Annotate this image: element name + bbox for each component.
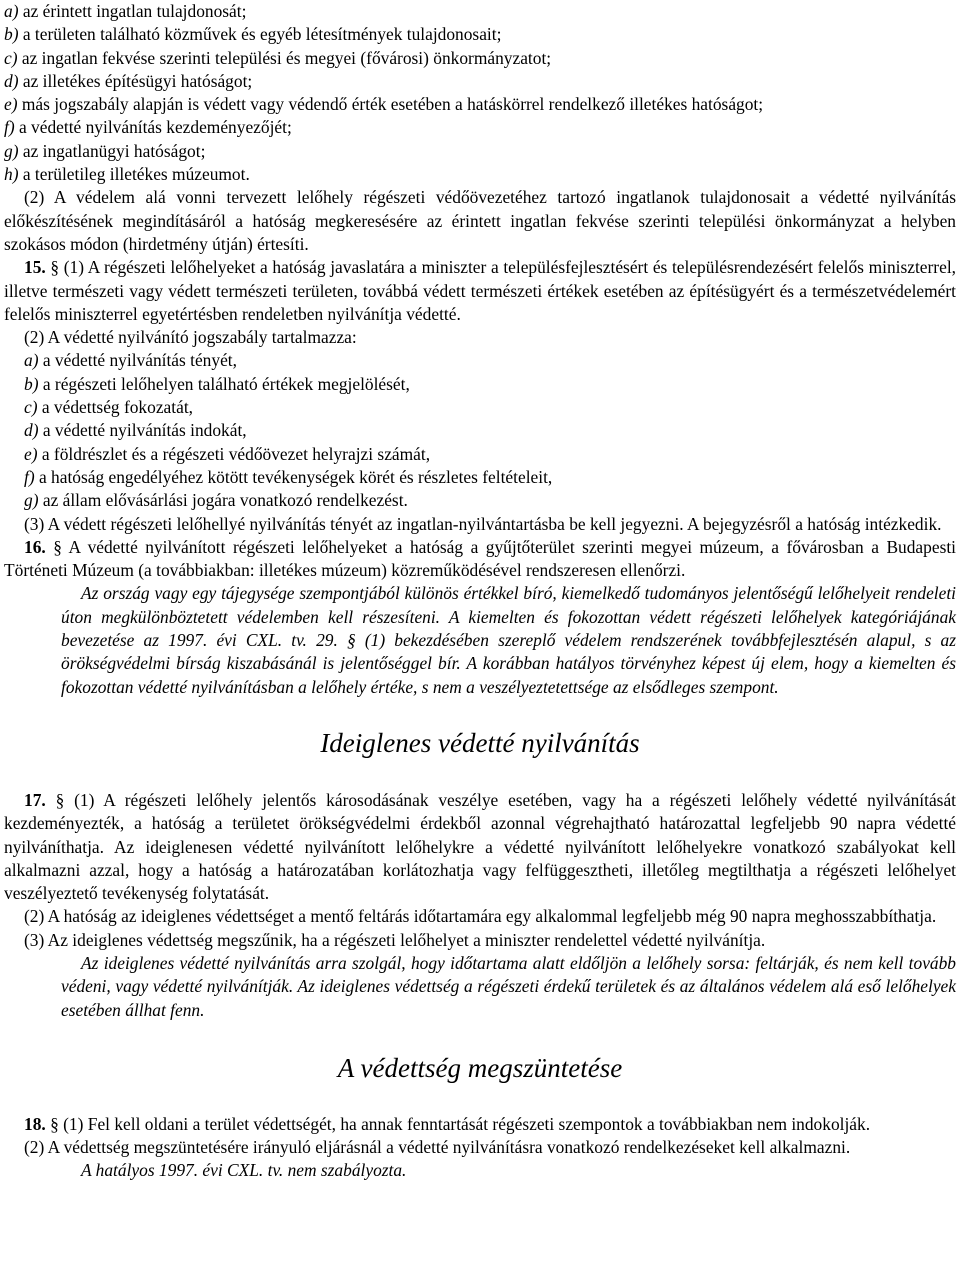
section-18-paragraph-1 (4, 1113, 956, 1136)
section-17-paragraph-3: (3) Az ideiglenes védettség megszűnik, ha a régészeti lelőhelyet a miniszter rendelettel védetté nyilvánítja. (24, 929, 766, 950)
section-17-paragraph-1 (4, 789, 956, 905)
list-item (4, 489, 956, 512)
list-item (4, 443, 956, 466)
section-15-paragraph-2: (2) A védetté nyilvánító jogszabály tartalmazza: (24, 327, 357, 348)
list-text: a védetté nyilvánítás tényét, (38, 350, 237, 371)
list-item (4, 373, 956, 396)
list-item (4, 349, 956, 372)
section-16-paragraph-1 (4, 536, 956, 583)
list-text: az ingatlanügyi hatóságot; (18, 140, 206, 161)
section-15-paragraph-1 (4, 256, 956, 326)
list-text: a földrészlet és a régészeti védőövezet helyrajzi számát, (37, 443, 431, 464)
section-18-paragraph-2: (2) A védettség megszüntetésére irányuló eljárásnál a védetté nyilvánításra vonatkozó rendelkezéseket kell alkalmazni. (24, 1137, 851, 1158)
list-text: a területileg illetékes múzeumot. (18, 164, 250, 185)
section-number: 17. (24, 789, 46, 810)
list-letter: c) (4, 47, 18, 68)
list-text: a hatóság engedélyéhez kötött tevékenységek körét és részletes feltételeit, (34, 466, 553, 487)
list-letter: h) (4, 164, 19, 185)
section-text: § A védetté nyilvánított régészeti lelőhelyeket a hatóság a gyűjtőterület szerinti megyei múzeum, a fővárosban a Budapesti Történeti Múzeum (a továbbiakban: illetékes múzeum) közreműködésével rendszeresen ellenőrzi. (4, 536, 956, 581)
section-15-paragraph-3: (3) A védett régészeti lelőhellyé nyilvánítás tényét az ingatlan-nyilvántartásba be kell jegyezni. A bejegyzésről a hatóság intézkedik. (24, 513, 942, 534)
list-letter: c) (24, 397, 38, 418)
list-text: az illetékes építésügyi hatóságot; (18, 70, 253, 91)
list-letter: b) (4, 24, 19, 45)
list-letter: e) (4, 94, 18, 115)
section-number: 16. (24, 536, 46, 557)
list-item (4, 163, 956, 186)
list-text: a védetté nyilvánítás kezdeményezőjét; (14, 117, 292, 138)
list-letter: a) (4, 1, 19, 21)
document-page (4, 0, 956, 1183)
section-text: § (1) Fel kell oldani a terület védettségét, ha annak fenntartását régészeti szempontok a továbbiakban nem indokolják. (45, 1113, 871, 1134)
notification-list (4, 0, 956, 186)
list-text: más jogszabály alapján is védett vagy védendő érték esetében a hatáskörrel rendelkező illetékes hatóságot; (17, 94, 764, 115)
list-letter: g) (24, 490, 39, 511)
list-item (4, 93, 956, 116)
list-letter: f) (4, 117, 15, 138)
footer-note: A hatályos 1997. évi CXL. tv. nem szabályozta. (81, 1160, 407, 1181)
section-heading: A védettség megszüntetése (337, 1052, 623, 1083)
list-text: az érintett ingatlan tulajdonosát; (18, 1, 247, 21)
list-text: a régészeti lelőhelyen található értékek megjelölését, (38, 373, 410, 394)
list-item (4, 70, 956, 93)
paragraph-14-2: (2) A védelem alá vonni tervezett lelőhely régészeti védőövezetéhez tartozó ingatlanok tulajdonosait a védetté nyilvánítás előkészítésének megindításáról a hatóság megkeresésére az érintett ingatlan fekvése szerinti települési önkormányzat a helyben szokásos módon (hirdetmény útján) értesíti. (4, 187, 956, 254)
list-letter: a) (24, 350, 39, 371)
section-heading: Ideiglenes védetté nyilvánítás (320, 727, 640, 758)
list-text: az ingatlan fekvése szerinti települési és megyei (fővárosi) önkormányzatot; (17, 47, 552, 68)
list-letter: d) (4, 70, 19, 91)
list-letter: e) (24, 443, 38, 464)
section-number: 18. (24, 1113, 46, 1134)
list-item (4, 47, 956, 70)
list-letter: b) (24, 373, 39, 394)
list-text: a védettség fokozatát, (37, 397, 193, 418)
list-text: a védetté nyilvánítás indokát, (38, 420, 247, 441)
section-text: § (1) A régészeti lelőhelyeket a hatóság javaslatára a miniszter a településfejlesztésért és településrendezésért felelős miniszterrel, illetve természeti vagy védett természeti területen, továbbá védett természeti értékek esetében az építésügyért és a természetvédelemért felelős miniszterrel egyetértésben rendeletben nyilvánítja védetté. (4, 257, 956, 324)
list-item (4, 116, 956, 139)
list-text: a területen található közművek és egyéb létesítmények tulajdonosait; (18, 24, 502, 45)
list-item (4, 0, 956, 23)
commentary-block: Az ideiglenes védetté nyilvánítás arra szolgál, hogy időtartama alatt eldőljön a lelőhely sorsa: feltárják, és nem kell tovább védeni, vagy védetté nyilvánítják. Az ideiglenes védettség a régészeti érdekű területek és az általános védelem alá eső lelőhelyek esetében állhat fenn. (61, 952, 956, 1020)
list-item (4, 419, 956, 442)
list-item (4, 466, 956, 489)
section-15-list (4, 349, 956, 512)
list-letter: d) (24, 420, 39, 441)
list-item (4, 396, 956, 419)
commentary-block: Az ország vagy egy tájegysége szempontjából különös értékkel bíró, kiemelkedő tudományos jelentőségű lelőhelyeit rendeleti úton megkülönböztetett védelemben kell részesíteni. A kiemelten és fokozottan védett régészeti lelőhelyek kategóriájának bevezetése az 1997. évi CXL. tv. 29. § (1) bekezdésében szereplő védelem rendszerének továbbfejlesztésén alapul, s az örökségvédelmi bírság kiszabásánál is jelentőséggel bír. A korábban hatályos törvényhez képest új elem, hogy a kiemelten és fokozottan védetté nyilvánításban a lelőhely értéke, s nem a veszélyeztetettsége az elsődleges szempont. (61, 583, 956, 697)
list-text: az állam elővásárlási jogára vonatkozó rendelkezést. (38, 490, 408, 511)
section-text: § (1) A régészeti lelőhely jelentős károsodásának veszélye esetében, vagy ha a régészeti lelőhely védetté nyilvánítását kezdeményezték, a hatóság a területet örökségvédelmi érdekből azonnal végrehajtható határozattal legfeljebb 90 napra védetté nyilváníthatja. Az ideiglenesen védetté nyilvánított lelőhelykre a védetté nyilvánított lelőhelyekre vonatkozó szabályokat kell alkalmazni azzal, hogy a hatóság a határozatában korlátozhatja vagy felfüggesztheti, illetőleg megtilthatja a régészeti lelőhelyet veszélyeztető tevékenység folytatását. (4, 789, 956, 904)
section-17-paragraph-2: (2) A hatóság az ideiglenes védettséget a mentő feltárás időtartamára egy alkalommal legfeljebb még 90 napra meghosszabbíthatja. (24, 906, 937, 927)
list-item (4, 23, 956, 46)
section-number: 15. (24, 257, 46, 278)
list-letter: g) (4, 140, 19, 161)
list-letter: f) (24, 466, 35, 487)
list-item (4, 140, 956, 163)
